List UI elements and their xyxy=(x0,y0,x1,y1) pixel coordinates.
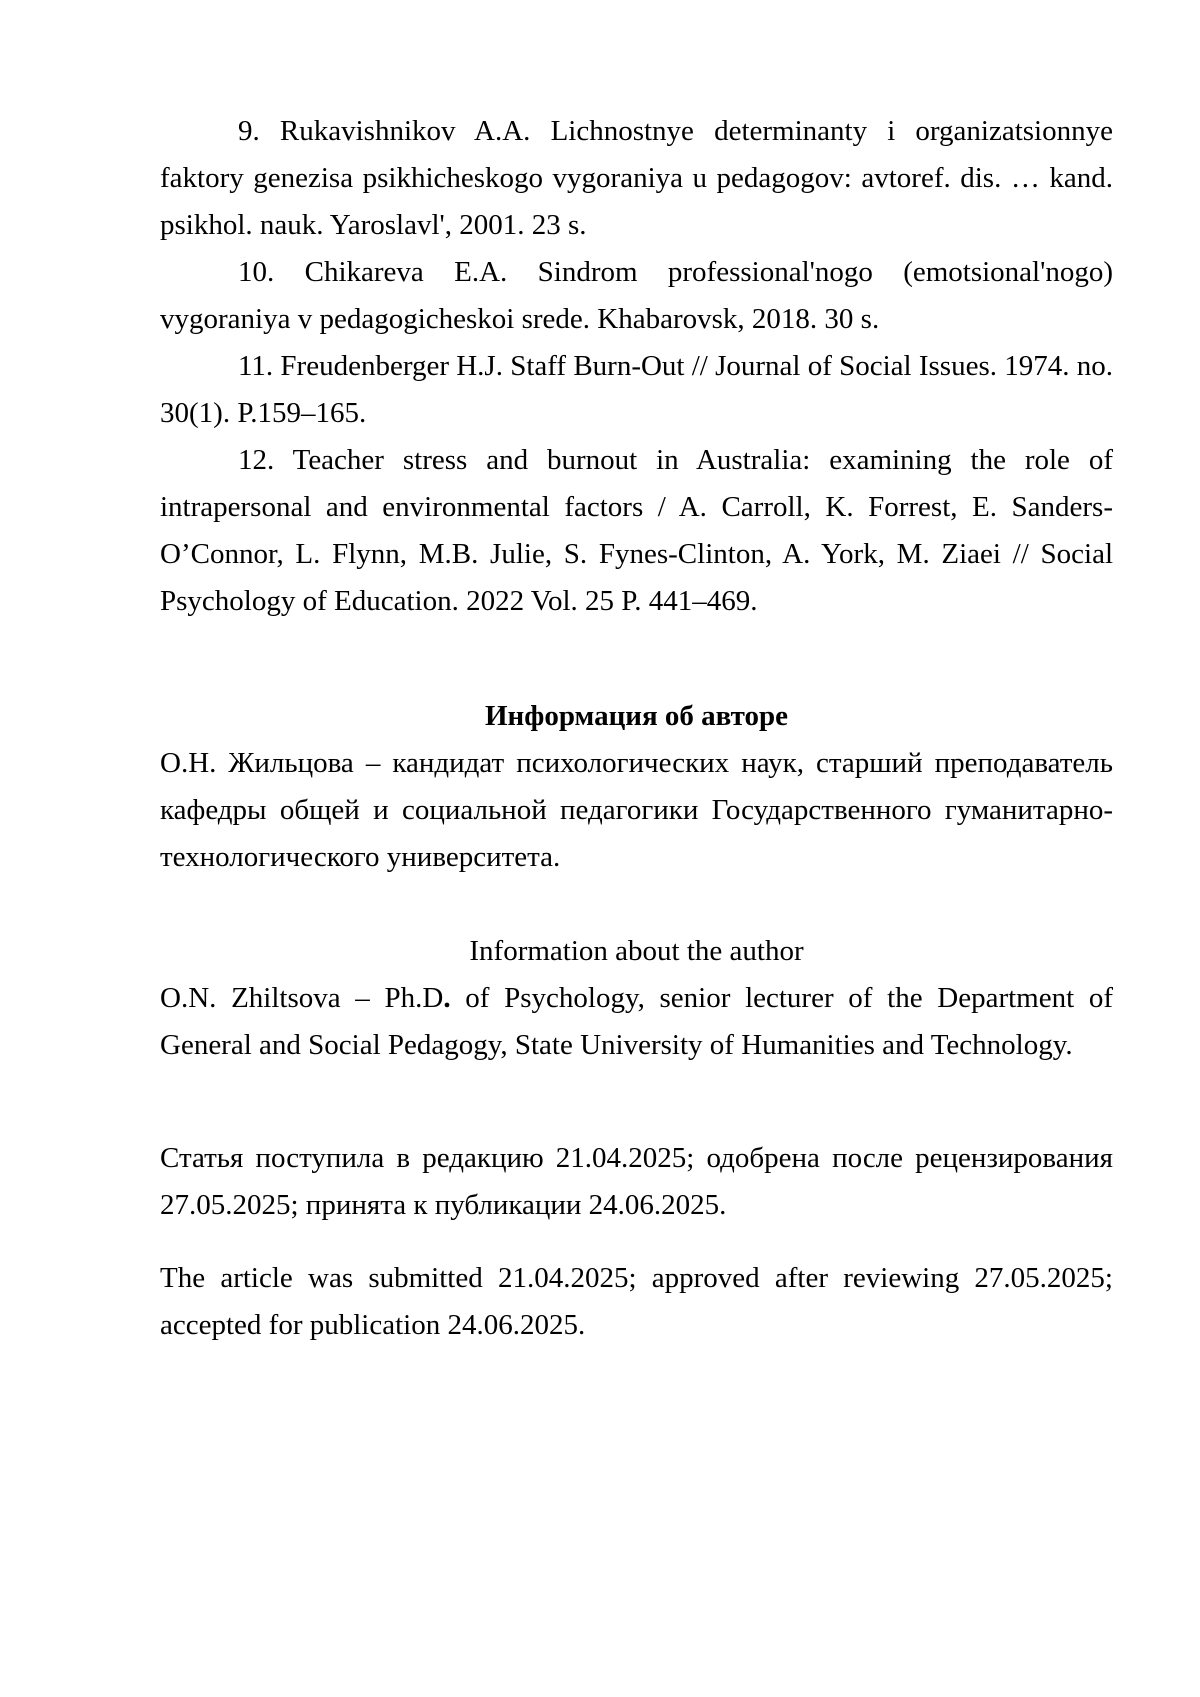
author-info-ru-section xyxy=(160,693,1113,881)
author-info-heading-ru: Информация об авторе xyxy=(485,700,788,732)
author-info-heading-en: Information about the author xyxy=(469,935,804,967)
reference-item-11: 11. Freudenberger H.J. Staff Burn-Out // Journal of Social Issues. 1974. no. 30(1). P.159–165. xyxy=(160,350,1113,429)
reference-item-12: 12. Teacher stress and burnout in Australia: examining the role of intrapersonal and environmental factors / A. Carroll, K. Forrest, E. Sanders-O’Connor, L. Flynn, M.B. Julie, S. Fynes-Clinton, A. York, M. Ziaei // Social Psychology of Education. 2022 Vol. 25 P. 441–469. xyxy=(160,444,1113,617)
author-en-text: O.N. Zhiltsova – Ph.D xyxy=(160,982,444,1014)
author-en-bold-period: . xyxy=(443,982,451,1014)
reference-item-10: 10. Chikareva E.A. Sindrom professional'nogo (emotsional'nogo) vygoraniya v pedagogicheskoi srede. Khabarovsk, 2018. 30 s. xyxy=(160,256,1113,335)
author-info-en-section xyxy=(160,928,1113,1069)
author-info-body-en xyxy=(160,975,1113,1069)
submission-dates-ru: Статья поступила в редакцию 21.04.2025; одобрена после рецензирования 27.05.2025; принята к публикации 24.06.2025. xyxy=(160,1142,1113,1221)
submission-dates-en: The article was submitted 21.04.2025; approved after reviewing 27.05.2025; accepted for publication 24.06.2025. xyxy=(160,1262,1113,1341)
references-section xyxy=(160,108,1113,625)
author-en-text-continued: of Psychology, senior lecturer of the Department of General and Social Pedagogy, State University of Humanities and Technology. xyxy=(160,982,1114,1061)
reference-item-9: 9. Rukavishnikov A.A. Lichnostnye determinanty i organizatsionnye faktory genezisa psikhicheskogo vygoraniya u pedagogov: avtoref. dis. … kand. psikhol. nauk. Yaroslavl', 2001. 23 s. xyxy=(160,115,1113,241)
author-info-body-ru: О.Н. Жильцова – кандидат психологических наук, старший преподаватель кафедры общей и социальной педагогики Государственного гуманитарно-технологического университета. xyxy=(160,747,1113,873)
